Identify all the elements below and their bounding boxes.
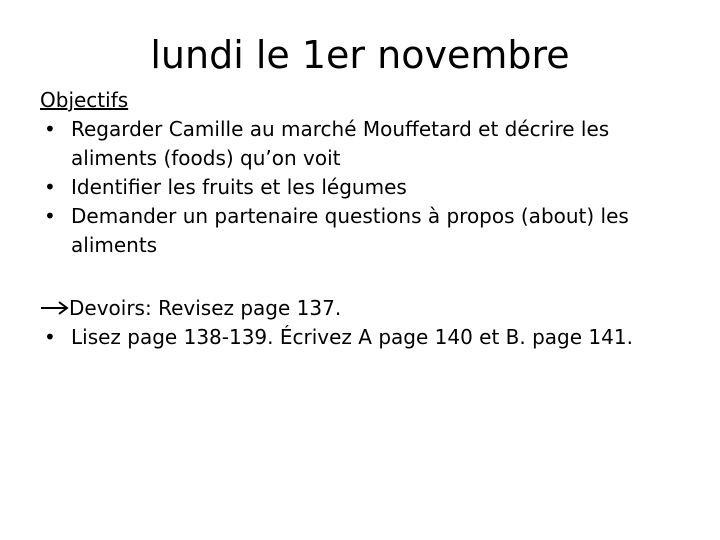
list-item-text: Regarder Camille au marché Mouffetard et décrire les aliments (foods) qu’on voit [71, 117, 610, 170]
slide-title: lundi le 1er novembre [150, 33, 570, 77]
bullet-icon: • [44, 204, 56, 228]
list-item [40, 323, 680, 352]
list-item [40, 173, 680, 202]
list-item [40, 115, 680, 173]
bullet-icon: • [44, 175, 56, 199]
bullet-icon: • [44, 117, 56, 141]
spacer [40, 260, 680, 294]
list-item [40, 202, 680, 260]
right-arrow-icon [40, 300, 69, 316]
list-item-text: Demander un partenaire questions à propos (about) les aliments [71, 204, 629, 257]
homework-text: Devoirs: Revisez page 137. [69, 296, 342, 320]
objectives-heading: Objectifs [40, 88, 129, 112]
list-item-text: Identifier les fruits et les légumes [71, 175, 407, 199]
homework-list [40, 323, 680, 352]
list-item-text: Lisez page 138-139. Écrivez A page 140 et B. page 141. [71, 325, 633, 349]
slide-body [40, 86, 680, 352]
homework-line [40, 294, 680, 323]
bullet-icon: • [44, 325, 56, 349]
objectives-list [40, 115, 680, 260]
